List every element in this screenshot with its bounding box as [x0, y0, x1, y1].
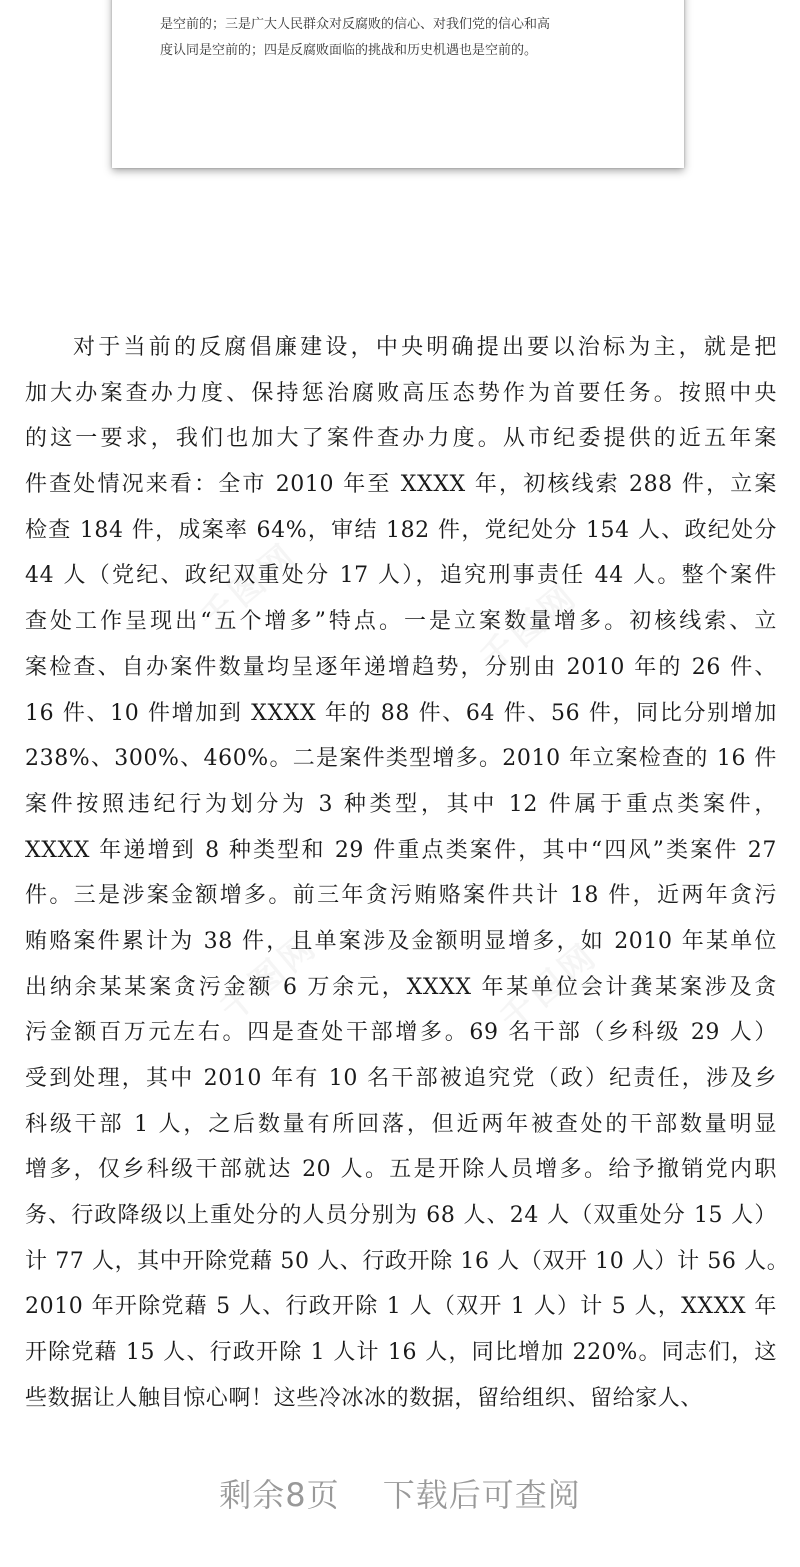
previous-page-line: 是空前的；三是广大人民群众对反腐败的信心、对我们党的信心和高: [160, 17, 551, 32]
paragraph-line: 查处工作呈现出“五个增多”特点。一是立案数量增多。初核线索、立: [25, 609, 777, 635]
previous-page-text: [160, 12, 650, 64]
watermark: 千图网: [492, 935, 606, 1040]
paragraph-line: 238%、300%、460%。二是案件类型增多。2010 年立案检查的 16 件: [25, 746, 777, 772]
previous-page-card: [112, 0, 684, 168]
paragraph-line: XXXX 年递增到 8 种类型和 29 件重点类案件，其中“四风”类案件 27: [25, 837, 777, 863]
paragraph-line: 增多，仅乡科级干部就达 20 人。五是开除人员增多。给予撤销党内职: [25, 1157, 777, 1183]
paragraph-line: 2010 年开除党藉 5 人、行政开除 1 人（双开 1 人）计 5 人，XXXX 年: [25, 1294, 777, 1320]
paragraph-line: 贿赂案件累计为 38 件，且单案涉及金额明显增多，如 2010 年某单位: [25, 928, 777, 954]
paragraph-line: 污金额百万元左右。四是查处干部增多。69 名干部（乡科级 29 人）: [25, 1020, 777, 1046]
paragraph-line: 16 件、10 件增加到 XXXX 年的 88 件、64 件、56 件，同比分别增加: [25, 700, 777, 726]
paragraph-line: 对于当前的反腐倡廉建设，中央明确提出要以治标为主，就是把: [73, 335, 777, 360]
paragraph-line: 科级干部 1 人，之后数量有所回落，但近两年被查处的干部数量明显: [25, 1111, 777, 1137]
remaining-pages-label[interactable]: 剩余8页: [219, 1476, 340, 1514]
paragraph-line: 44 人（党纪、政纪双重处分 17 人），追究刑事责任 44 人。整个案件: [25, 563, 777, 589]
paragraph-line: 的这一要求，我们也加大了案件查办力度。从市纪委提供的近五年案: [25, 426, 777, 452]
paragraph-line: 件查处情况来看：全市 2010 年至 XXXX 年，初核线索 288 件，立案: [25, 472, 777, 498]
paragraph-line: 案件按照违纪行为划分为 3 种类型，其中 12 件属于重点类案件，: [25, 791, 777, 817]
paragraph-line: 些数据让人触目惊心啊！这些冷冰冰的数据，留给组织、留给家人、: [25, 1385, 704, 1411]
paragraph-line: 务、行政降级以上重处分的人员分别为 68 人、24 人（双重处分 15 人）: [25, 1203, 777, 1229]
download-prompt[interactable]: [0, 1470, 800, 1514]
paragraph-line: 加大办案查办力度、保持惩治腐败高压态势作为首要任务。按照中央: [25, 380, 777, 406]
previous-page-line: 度认同是空前的；四是反腐败面临的挑战和历史机遇也是空前的。: [160, 43, 538, 58]
watermark: 千图网: [472, 575, 586, 680]
paragraph-line: 检查 184 件，成案率 64%，审结 182 件，党纪处分 154 人、政纪处分: [25, 517, 777, 543]
paragraph-line: 计 77 人，其中开除党藉 50 人、行政开除 16 人（双开 10 人）计 56 人。: [25, 1248, 790, 1274]
paragraph-line: 案检查、自办案件数量均呈逐年递增趋势，分别由 2010 年的 26 件、: [25, 654, 777, 680]
download-hint-label[interactable]: 下载后可查阅: [382, 1476, 581, 1514]
paragraph-line: 开除党藉 15 人、行政开除 1 人计 16 人，同比增加 220%。同志们，这: [25, 1340, 777, 1366]
paragraph-line: 出纳余某某案贪污金额 6 万余元，XXXX 年某单位会计龚某案涉及贪: [25, 974, 777, 1000]
paragraph-line: 件。三是涉案金额增多。前三年贪污贿赂案件共计 18 件，近两年贪污: [25, 883, 777, 909]
watermark: 千图网: [192, 535, 306, 640]
document-body: [25, 325, 790, 1422]
watermark: 千图网: [212, 925, 326, 1030]
paragraph-line: 受到处理，其中 2010 年有 10 名干部被追究党（政）纪责任，涉及乡: [25, 1066, 777, 1091]
